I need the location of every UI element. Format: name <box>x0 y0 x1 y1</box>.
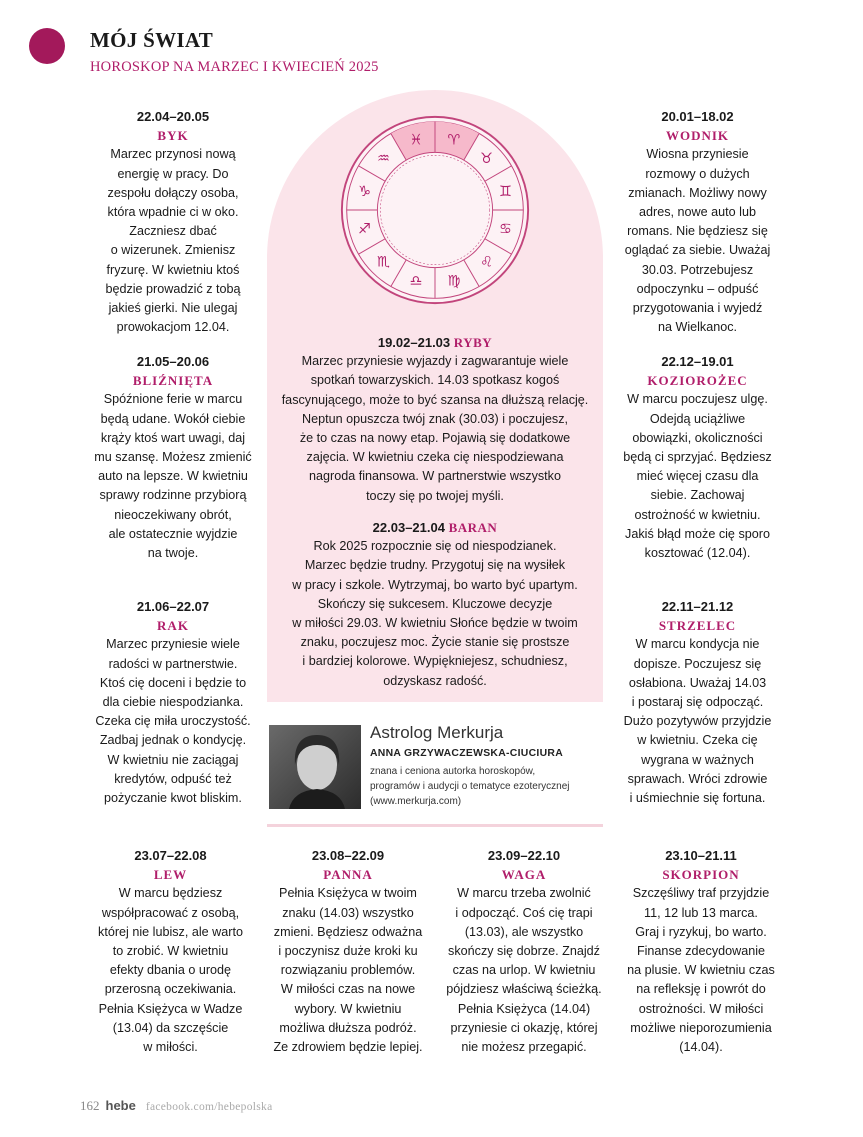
astrologer-title: Astrolog Merkurja <box>370 723 504 742</box>
sign-text: Szczęśliwy traf przyjdzie 11, 12 lub 13 marca. Graj i ryzykuj, bo warto. Finanse zdecydowanie na plusie. W kwietniu czas na refleksję i powrót do ostrożności. W miłości możliwe nieporozumienia (14.04). <box>627 886 775 1055</box>
sign-ryby <box>272 333 598 506</box>
sign-dates: 20.01–18.02 <box>661 109 734 124</box>
sign-dates: 21.06–22.07 <box>136 599 210 614</box>
sign-skorpion <box>612 846 790 1057</box>
sign-byk <box>88 107 258 337</box>
sign-text: Wiosna przyniesie rozmowy o dużych zmianach. Możliwy nowy adres, nowe auto lub romans. Nie będziesz się oglądać za siebie. Uważaj 30.03. Potrzebujesz odpoczynku – odpuść przygotowania i wyjedź na Wielkanoc. <box>624 147 771 335</box>
sign-waga <box>440 846 608 1057</box>
sign-text: W marcu będziesz współpracować z osobą, której nie lubisz, ale warto to zrobić. W kwietniu efekty dbania o urodę przerosną oczekiwania. Pełnia Księżyca w Wadze (13.04) da szczęście w miłości. <box>98 886 243 1055</box>
sign-text: Rok 2025 rozpocznie się od niespodzianek. Marzec będzie trudny. Przygotuj się na wysiłek w pracy i szkole. Wytrzymaj, bo warto być upartym. Skończy się sukcesem. Kluczowe decyzje w miłości 29.03. W kwietniu Słońce będzie w twoim znaku, poczujesz moc. Życie stanie się prostsze i bardziej kolorowe. Wypiękniejesz, schudniesz, odzyskasz radość. <box>292 539 578 688</box>
zodiac-glyph-icon: ♏ <box>376 254 390 271</box>
brand-logo: hebe <box>105 1098 136 1113</box>
sign-dates: 23.09–22.10 <box>487 848 561 863</box>
sign-panna <box>264 846 432 1057</box>
page-footer <box>80 1098 273 1114</box>
sign-name: WODNIK <box>665 128 730 144</box>
sign-blizneta <box>88 352 258 563</box>
sign-name: RYBY <box>453 335 493 350</box>
section-title: MÓJ ŚWIAT <box>90 28 214 52</box>
zodiac-glyph-icon: ♌ <box>480 254 494 271</box>
sign-name: LEW <box>153 867 188 883</box>
zodiac-glyph-icon: ♐ <box>358 221 371 238</box>
sign-koziorozec <box>610 352 785 563</box>
sign-name: WAGA <box>501 867 547 883</box>
sign-text: Marzec przyniesie wiele radości w partnerstwie. Ktoś cię doceni i będzie to dla ciebie niespodzianka. Czeka cię miła uroczystość. Zadbaj jednak o kondycję. W kwietniu nie zaciągaj kredytów, odpuść też pożyczanie kwot bliskim. <box>95 637 251 806</box>
sign-wodnik <box>610 107 785 337</box>
zodiac-glyph-icon: ♓ <box>409 132 423 149</box>
sign-rak <box>88 597 258 808</box>
zodiac-glyph-icon: ♒ <box>376 151 390 168</box>
sign-text: W marcu trzeba zwolnić i odpocząć. Coś cię trapi (13.03), ale wszystko skończy się dobrze. Znajdź czas na urlop. W kwietniu pójdziesz właściwą ścieżką. Pełnia Księżyca (14.04) przyniesie ci okazję, której nie możesz przegapić. <box>446 886 602 1055</box>
sign-dates: 23.08–22.09 <box>311 848 385 863</box>
sign-dates: 21.05–20.06 <box>136 354 210 369</box>
sign-name: KOZIOROŻEC <box>647 373 748 389</box>
sign-heading <box>272 518 598 537</box>
zodiac-glyph-icon: ♎ <box>409 273 423 290</box>
sign-text: Spóźnione ferie w marcu będą udane. Wokół ciebie krąży ktoś wart uwagi, daj mu szansę. Możesz zmienić auto na lepsze. W kwietniu sprawy rodzinne przybiorą nieoczekiwany obrót, ale ostatecznie wyjdzie na twoje. <box>94 392 252 561</box>
zodiac-glyph-icon: ♉ <box>480 151 494 168</box>
sign-dates: 22.04–20.05 <box>136 109 210 124</box>
astrologer-description: znana i ceniona autorka horoskopów, programów i audycji o tematyce ezoterycznej (www.merkurja.com) <box>370 766 570 807</box>
zodiac-wheel-icon <box>339 114 531 306</box>
sign-name: STRZELEC <box>658 618 737 634</box>
zodiac-glyph-icon: ♑ <box>358 183 371 200</box>
astrologer-name: ANNA GRZYWACZEWSKA-CIUCIURA <box>370 748 563 759</box>
divider <box>267 824 603 827</box>
page-number: 162 <box>80 1098 100 1113</box>
sign-name: RAK <box>157 618 189 634</box>
sign-dates: 22.03–21.04 <box>372 520 445 535</box>
sign-dates: 19.02–21.03 <box>377 335 451 350</box>
sign-dates: 23.07–22.08 <box>134 848 207 863</box>
sign-name: BYK <box>157 128 189 144</box>
sign-text: W marcu kondycja nie dopisze. Poczujesz się osłabiona. Uważaj 14.03 i postaraj się odpocząć. Dużo pozytywów przyjdzie w kwietniu. Czeka cię wygrana w ważnych sprawach. Wróci zdrowie i uśmiechnie się fortuna. <box>623 637 772 806</box>
sign-dates: 22.12–19.01 <box>661 354 734 369</box>
sign-baran <box>272 518 598 691</box>
sign-dates: 22.11–21.12 <box>661 599 734 614</box>
sign-name: BLIŹNIĘTA <box>132 373 214 389</box>
facebook-link[interactable]: facebook.com/hebepolska <box>145 1101 273 1113</box>
sign-text: Marzec przyniesie wyjazdy i zagwarantuje wiele spotkań towarzyskich. 14.03 spotkasz kogoś fascynującego, może to być szansa na dłuższą relację. Neptun opuszcza twój znak (30.03) i poczujesz, że to czas na nowy etap. Pojawią się dodatkowe zajęcia. W kwietniu czeka cię niespodziewana nagroda finansowa. W partnerstwie wszystko toczy się po twojej myśli. <box>281 354 589 503</box>
sign-strzelec <box>610 597 785 808</box>
sign-lew <box>88 846 253 1057</box>
zodiac-glyph-icon: ♍ <box>447 273 461 290</box>
section-dot <box>29 28 65 64</box>
sign-text: Pełnia Księżyca w twoim znaku (14.03) wszystko zmieni. Będziesz odważna i poczynisz duże kroki ku rozwiązaniu problemów. W miłości czas na nowe wybory. W kwietniu możliwa dłuższa podróż. Ze zdrowiem będzie lepiej. <box>273 886 423 1055</box>
zodiac-glyph-icon: ♈ <box>447 132 461 149</box>
sign-heading <box>272 333 598 352</box>
sign-name: PANNA <box>323 867 373 883</box>
astrologer-photo <box>269 725 361 809</box>
sign-name: BARAN <box>448 520 498 535</box>
sign-text: Marzec przynosi nową energię w pracy. Do zespołu dołączy osoba, która wpadnie ci w oko. Zaczniesz dbać o wizerunek. Zmienisz fryzurę. W kwietniu ktoś będzie prowadzić z tobą jakieś gierki. Nie ulegaj prowokacjom 12.04. <box>105 147 241 335</box>
sign-text: W marcu poczujesz ulgę. Odejdą uciążliwe obowiązki, okoliczności będą ci sprzyjać. Będziesz mieć więcej czasu dla siebie. Zachowaj ostrożność w kwietniu. Jakiś błąd może cię sporo kosztować (12.04). <box>623 392 772 561</box>
sign-dates: 23.10–21.11 <box>665 848 737 863</box>
sign-name: SKORPION <box>662 867 740 883</box>
zodiac-glyph-icon: ♊ <box>499 183 512 200</box>
section-subtitle: HOROSKOP NA MARZEC I KWIECIEŃ 2025 <box>90 59 379 75</box>
zodiac-glyph-icon: ♋ <box>499 221 512 238</box>
